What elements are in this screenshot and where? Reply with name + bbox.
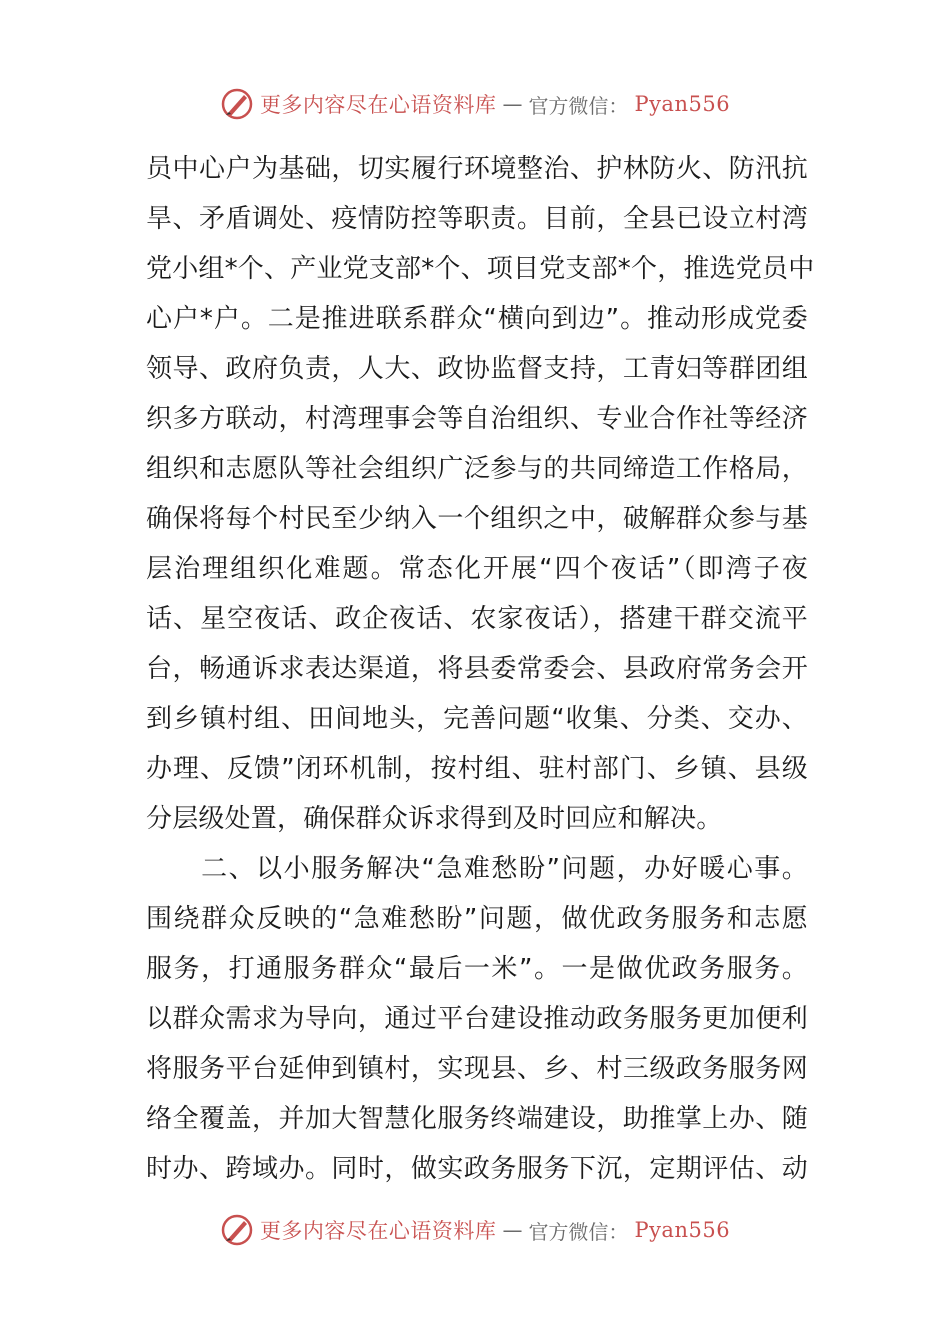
header-banner: [0, 84, 950, 124]
pen-circle-logo-icon: [220, 87, 254, 121]
body-line: 络全覆盖，并加大智慧化服务终端建设，助推掌上办、随: [146, 1104, 808, 1134]
pen-circle-logo-icon: [220, 1213, 254, 1247]
body-line: 到乡镇村组、田间地头，完善问题“收集、分类、交办、: [146, 704, 808, 734]
banner-site-text: 更多内容尽在心语资料库: [259, 1219, 497, 1243]
banner-contact-id: Pyan556: [634, 92, 731, 116]
section-heading-line: 二、以小服务解决“急难愁盼”问题，办好暖心事。: [146, 854, 808, 884]
body-line: 领导、政府负责，人大、政协监督支持，工青妇等群团组: [146, 354, 808, 384]
body-line: 织多方联动，村湾理事会等自治组织、专业合作社等经济: [146, 404, 808, 434]
body-line: 员中心户为基础，切实履行环境整治、护林防火、防汛抗: [146, 154, 808, 184]
body-line: 层治理组织化难题。常态化开展“四个夜话”（即湾子夜: [146, 554, 808, 584]
body-line: 确保将每个村民至少纳入一个组织之中，破解群众参与基: [146, 504, 808, 534]
body-line: 台，畅通诉求表达渠道，将县委常委会、县政府常务会开: [146, 654, 808, 684]
body-line: 组织和志愿队等社会组织广泛参与的共同缔造工作格局，: [146, 454, 808, 484]
document-body: [146, 144, 815, 1194]
body-line: 时办、跨域办。同时，做实政务服务下沉，定期评估、动: [146, 1154, 808, 1184]
body-line: 办理、反馈”闭环机制，按村组、驻村部门、乡镇、县级: [146, 754, 808, 784]
body-line: 党小组*个、产业党支部*个、项目党支部*个，推选党员中: [146, 254, 815, 284]
footer-banner: [0, 1210, 950, 1250]
body-line: 心户*户。二是推进联系群众“横向到边”。推动形成党委: [146, 304, 808, 334]
body-line: 围绕群众反映的“急难愁盼”问题，做优政务服务和志愿: [146, 904, 808, 934]
banner-site-text: 更多内容尽在心语资料库: [259, 93, 497, 117]
body-line: 以群众需求为导向，通过平台建设推动政务服务更加便利: [146, 1004, 808, 1034]
banner-contact-label: 官方微信：: [528, 1219, 629, 1244]
body-line: 将服务平台延伸到镇村，实现县、乡、村三级政务服务网: [146, 1054, 808, 1084]
banner-contact-id: Pyan556: [634, 1218, 731, 1242]
body-line: 服务，打通服务群众“最后一米”。一是做优政务服务。: [146, 954, 808, 984]
banner-dash: —: [502, 1218, 523, 1242]
body-line: 分层级处置，确保群众诉求得到及时回应和解决。: [146, 804, 723, 834]
body-line: 话、星空夜话、政企夜话、农家夜话），搭建干群交流平: [146, 604, 808, 634]
body-line: 旱、矛盾调处、疫情防控等职责。目前，全县已设立村湾: [146, 204, 808, 234]
banner-contact-label: 官方微信：: [528, 93, 629, 118]
banner-dash: —: [502, 92, 523, 116]
